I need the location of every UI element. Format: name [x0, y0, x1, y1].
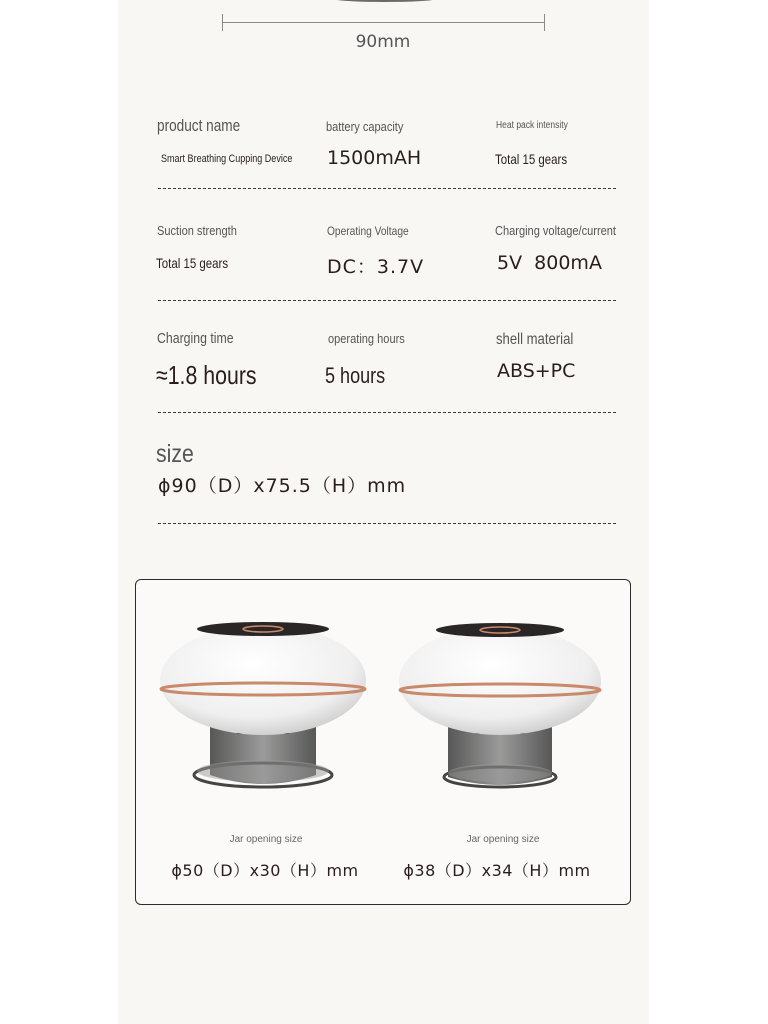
device-image-small-jar — [398, 615, 608, 800]
jar-caption-2: Jar opening size — [466, 834, 540, 845]
spec-value-charging-voltage-current: 5V 800mA — [497, 252, 602, 274]
spec-label-operating-hours: operating hours — [328, 331, 405, 346]
size-label: size — [156, 440, 194, 468]
spec-label-shell-material: shell material — [496, 331, 574, 348]
dimension-tick-left — [222, 14, 223, 31]
spec-label-charging-time: Charging time — [157, 330, 234, 347]
dimension-tick-right — [544, 14, 545, 31]
jar-size-2: ϕ38（D）x34（H）mm — [403, 861, 591, 880]
jar-caption-1: Jar opening size — [229, 834, 303, 845]
spec-value-battery-capacity: 1500mAH — [327, 147, 422, 169]
spec-label-battery-capacity: battery capacity — [326, 119, 404, 134]
divider-4 — [158, 523, 616, 524]
spec-value-product-name: Smart Breathing Cupping Device — [161, 153, 293, 165]
spec-label-suction-strength: Suction strength — [157, 223, 237, 238]
spec-label-heat-pack-intensity: Heat pack intensity — [496, 120, 568, 131]
divider-2 — [158, 300, 616, 301]
jar-size-1: ϕ50（D）x30（H）mm — [171, 861, 359, 880]
spec-label-product-name: product name — [157, 116, 241, 135]
dimension-line — [222, 22, 545, 23]
spec-value-shell-material: ABS+PC — [497, 360, 576, 382]
spec-label-operating-voltage: Operating Voltage — [327, 224, 409, 238]
spec-value-suction-strength: Total 15 gears — [156, 255, 229, 271]
size-value: ϕ90（D）x75.5（H）mm — [158, 475, 407, 497]
spec-value-operating-hours: 5 hours — [325, 363, 386, 388]
spec-value-heat-pack-intensity: Total 15 gears — [495, 151, 568, 167]
divider-1 — [158, 188, 616, 189]
spec-value-operating-voltage: DC：3.7V — [327, 256, 425, 278]
spec-label-charging-voltage-current: Charging voltage/current — [495, 223, 617, 238]
spec-value-charging-time: ≈1.8 hours — [156, 360, 257, 390]
device-image-large-jar — [158, 615, 368, 800]
jar-gallery — [135, 579, 631, 905]
dimension-label: 90mm — [355, 32, 411, 52]
divider-3 — [158, 412, 616, 413]
